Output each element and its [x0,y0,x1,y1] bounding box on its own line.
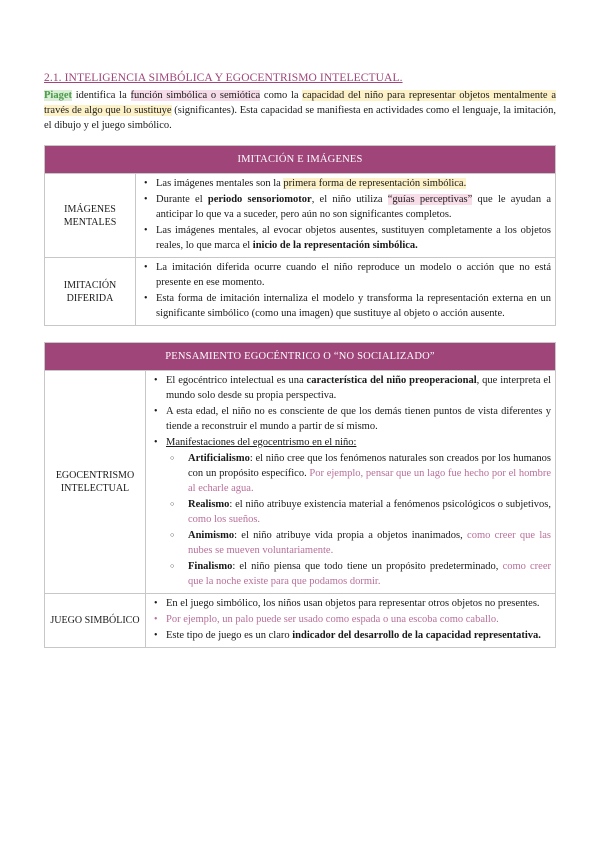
table-row [45,594,556,648]
table-imitation-images [44,145,556,326]
table-row [45,174,556,258]
row-content [146,371,556,594]
list-item: • Por ejemplo, un palo puede ser usado como espada o una escoba como caballo. [148,612,551,627]
author-name: Piaget [44,90,72,101]
list-item: • Las imágenes mentales son la primera forma de representación simbólica. [138,176,551,191]
section-heading: 2.1. INTELIGENCIA SIMBÓLICA Y EGOCENTRISMO INTELECTUAL. [44,72,403,84]
row-content [146,594,556,648]
sub-list-item: ○ Artificialismo: el niño cree que los fenómenos naturales son creados por los humanos con un propósito específico. Por ejemplo, pensar que un lago fue hecho por el hombre al echarle agua. [166,451,551,496]
highlight-function: función simbólica o semiótica [130,90,261,101]
list-item: • A esta edad, el niño no es consciente de que los demás tienen puntos de vista diferentes y tiende a reconstruir el mundo a partir de sí mismo. [148,404,551,434]
intro-paragraph: Piaget identifica la función simbólica o semiótica como la capacidad del niño para representar objetos mentalmente a través de algo que lo sustituye (significantes). Esta capacidad se manifiesta en actividades como el lenguaje, la imitación, el dibujo y el juego simbólico. [44,90,556,131]
row-content [136,258,556,326]
row-label: IMITACIÓN DIFERIDA [45,258,136,326]
table-row [45,258,556,326]
sub-list-item: ○ Animismo: el niño atribuye vida propia a objetos inanimados, como creer que las nubes se mueven voluntariamente. [166,528,551,558]
list-item: • Esta forma de imitación internaliza el modelo y transforma la representación externa en un significante simbólico (como una imagen) que sustituye al objeto o acción ausente. [138,291,551,321]
table-row [45,371,556,594]
row-label: IMÁGENES MENTALES [45,174,136,258]
list-item: • Manifestaciones del egocentrismo en el niño: ○ Artificialismo: el niño cree que los fenómenos naturales son creados por los humanos con un propósito específico. Por ejemplo, pensar que un lago fue hecho por el hombre al echarle agua. ○ Realismo: el niño atribuye existencia material a fenómenos psicológicos o subjetivos, como los sueños. ○ Animismo: el niño atribuye vida propia a objetos inanimados, como creer que las nubes se mueven voluntariamente. ○ Finalismo: el niño piensa que todo tiene un propósito predeterminado, como creer que la noche existe para que podamos dormir. [148,435,551,589]
table-header: IMITACIÓN E IMÁGENES [45,146,556,174]
row-content [136,174,556,258]
row-label: JUEGO SIMBÓLICO [45,594,146,648]
table-egocentric-thought [44,342,556,648]
document-page [44,72,556,648]
list-item: • Las imágenes mentales, al evocar objetos ausentes, sustituyen completamente a los objetos reales, lo que marca el inicio de la representación simbólica. [138,223,551,253]
list-item: • Este tipo de juego es un claro indicador del desarrollo de la capacidad representativa. [148,628,551,643]
highlight-capacity: capacidad del niño para representar objetos mentalmente a través de algo que lo sustituye [44,90,556,116]
row-label: EGOCENTRISMO INTELECTUAL [45,371,146,594]
list-item: • El egocéntrico intelectual es una característica del niño preoperacional, que interpreta el mundo solo desde su propia perspectiva. [148,373,551,403]
list-item: • La imitación diferida ocurre cuando el niño reproduce un modelo o acción que no está presente en ese momento. [138,260,551,290]
list-item: • En el juego simbólico, los niños usan objetos para representar otros objetos no presentes. [148,596,551,611]
table-header: PENSAMIENTO EGOCÉNTRICO O “NO SOCIALIZADO” [45,343,556,371]
list-item: • Durante el periodo sensoriomotor, el niño utiliza “guías perceptivas” que le ayudan a anticipar lo que va a suceder, pero aún no son significantes completos. [138,192,551,222]
sub-list-item: ○ Realismo: el niño atribuye existencia material a fenómenos psicológicos o subjetivos, como los sueños. [166,497,551,527]
sub-list-item: ○ Finalismo: el niño piensa que todo tiene un propósito predeterminado, como creer que la noche existe para que podamos dormir. [166,559,551,589]
